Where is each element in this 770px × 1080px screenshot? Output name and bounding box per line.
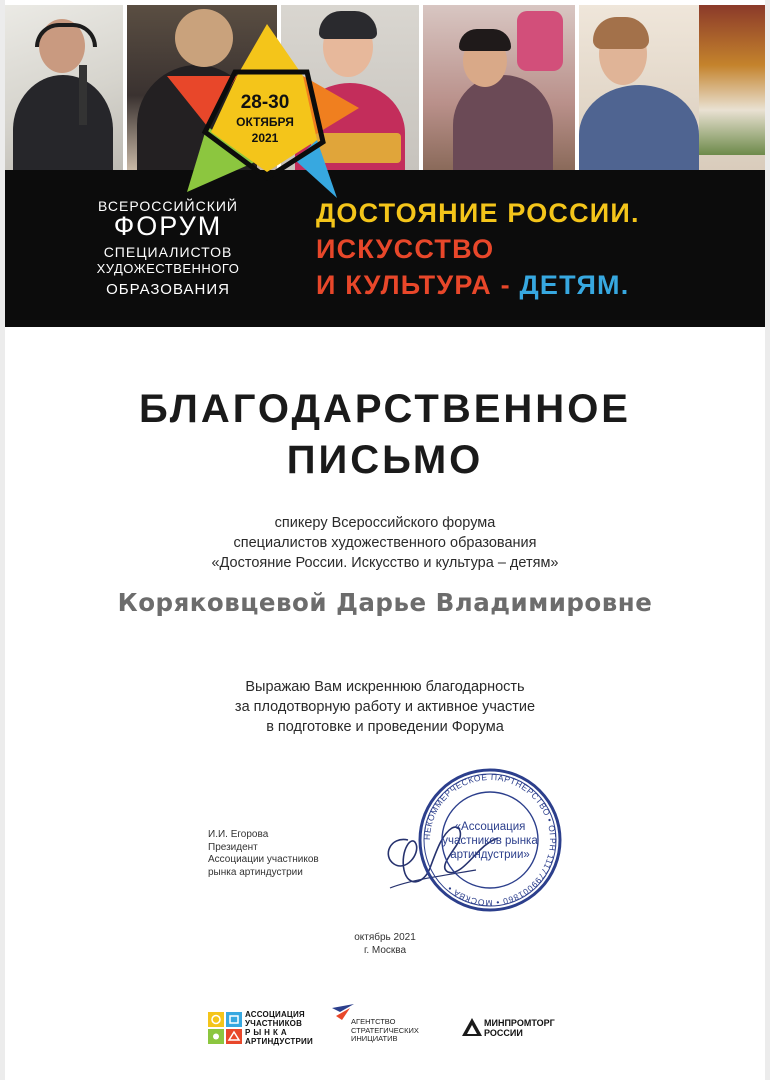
association-name-line: АРТИНДУСТРИИ: [245, 1037, 313, 1046]
date-place-block: [5, 932, 765, 957]
logo-year: 2021: [251, 131, 279, 145]
asi-name-line: СТРАТЕГИЧЕСКИХ: [351, 1025, 419, 1035]
forum-title-line: ВСЕРОССИЙСКИЙ: [98, 198, 238, 214]
forum-title-line: ОБРАЗОВАНИЯ: [106, 281, 230, 298]
association-name: [245, 1010, 313, 1046]
recipient-intro-line: спикеру Всероссийского форума: [274, 515, 496, 531]
asi-name-line: АГЕНТСТВО: [351, 1017, 396, 1026]
stamp-center-line: участников рынка: [442, 835, 538, 847]
issue-place: г. Москва: [363, 944, 407, 956]
stamp-center-line: артиндустрии»: [450, 849, 530, 861]
signer-organization: рынка артиндустрии: [208, 866, 303, 878]
letter-title-line-2: ПИСЬМО: [286, 438, 484, 482]
association-name-line: РЫНКА: [245, 1028, 290, 1037]
letter-title-line-1: БЛАГОДАРСТВЕННОЕ: [139, 387, 631, 431]
stamp-center-line: «Ассоциация: [454, 821, 526, 833]
minpromtorg-icon: [462, 1018, 482, 1036]
organization-stamp: [416, 768, 564, 912]
slogan-line-3-red: И КУЛЬТУРА -: [316, 270, 520, 300]
asi-logo: [330, 1004, 440, 1048]
recipient-intro-line: специалистов художественного образования: [233, 535, 537, 551]
signer-block: [208, 829, 319, 879]
thanks-line: в подготовке и проведении Форума: [266, 719, 504, 735]
slogan-line-3-blue: ДЕТЯМ.: [519, 270, 630, 300]
photo-girl-painting: [579, 5, 765, 170]
logo-dates: 28-30: [240, 92, 290, 113]
association-icon: [208, 1012, 242, 1044]
minpromtorg-logo: [462, 1016, 572, 1040]
signer-name: И.И. Егорова: [208, 829, 269, 840]
forum-title-line: СПЕЦИАЛИСТОВ: [103, 244, 233, 260]
slogan-line-2: ИСКУССТВО: [316, 234, 495, 264]
forum-title-line: ХУДОЖЕСТВЕННОГО: [96, 261, 240, 276]
signer-organization: Ассоциации участников: [208, 854, 319, 865]
minpromtorg-name-line: МИНПРОМТОРГ: [484, 1018, 555, 1028]
thanks-line: Выражаю Вам искреннюю благодарность: [245, 679, 525, 695]
logo-month: ОКТЯБРЯ: [236, 115, 294, 129]
association-name-line: УЧАСТНИКОВ: [245, 1019, 303, 1028]
thanks-line: за плодотворную работу и активное участие: [234, 699, 536, 715]
issue-date: октябрь 2021: [354, 932, 416, 943]
logo-triangle-yellow: [237, 24, 303, 76]
recipient-intro-line: «Достояние России. Искусство и культура – детям»: [211, 555, 559, 571]
certificate-sheet: [5, 0, 765, 1080]
recipient-intro: [5, 513, 765, 573]
forum-star-logo: [167, 22, 367, 200]
photo-girl-crafting: [423, 5, 575, 170]
slogan-line-3: [316, 268, 629, 302]
photo-strip: [5, 5, 765, 170]
stamp-ring-text: НЕКОММЕРЧЕСКОЕ ПАРТНЕРСТВО • ОГРН 1117799001860 • МОСКВА •: [421, 771, 559, 909]
asi-name-line: ИНИЦИАТИВ: [351, 1034, 398, 1043]
minpromtorg-name-line: РОССИИ: [484, 1028, 523, 1038]
asi-name: [351, 1018, 419, 1044]
thanks-text: [5, 677, 765, 737]
signer-position: Президент: [208, 841, 258, 853]
slogan-line-1: ДОСТОЯНИЕ РОССИИ.: [316, 198, 640, 228]
association-name-line: АССОЦИАЦИЯ: [245, 1010, 305, 1019]
recipient-name: Коряковцевой Дарье Владимировне: [117, 588, 653, 617]
minpromtorg-name: [484, 1018, 555, 1038]
photo-speaker-with-headphones: [5, 5, 123, 170]
association-logo: [208, 1008, 313, 1048]
forum-title-line: ФОРУМ: [113, 211, 223, 241]
